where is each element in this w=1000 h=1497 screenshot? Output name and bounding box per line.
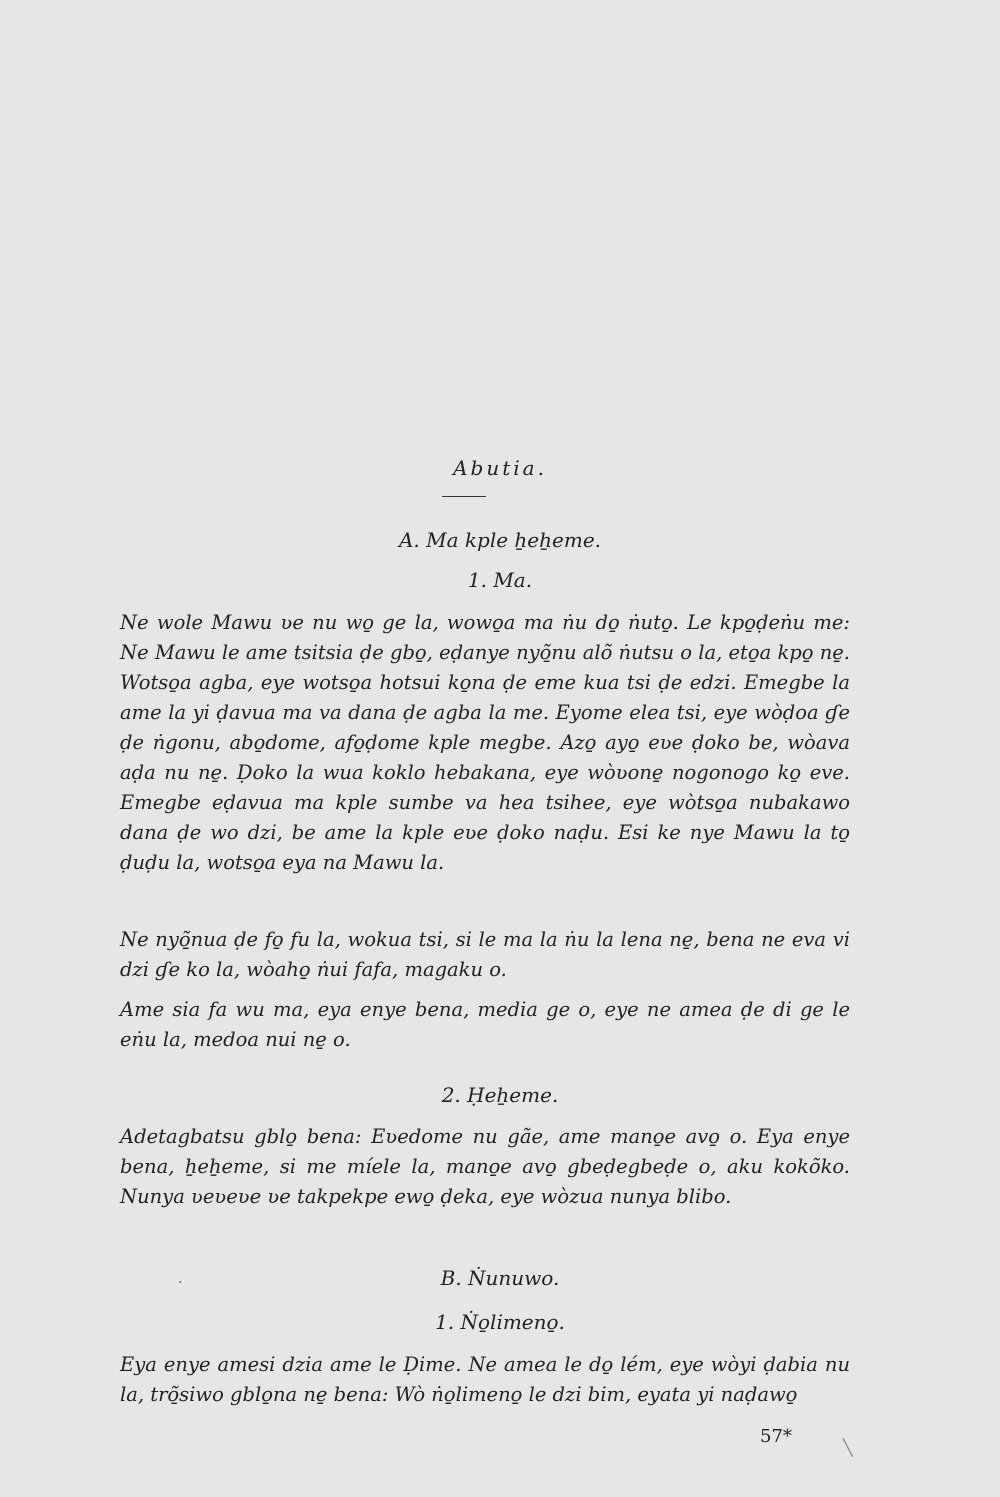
section-b-sub1-paragraph-1: Eya enye amesi dzia ame le Ḍime. Ne amea le do̱ lém, eye wòyi ḍabia nu la, trõ̱siwo gblo̱na ne̱ bena: Wò ṅo̱limeno̱ le dzi bim, eyata yi naḍawo̱ — [120, 1353, 850, 1406]
print-speck: · — [178, 1275, 183, 1291]
section-a-heading: A. Ma kple ẖeẖeme. — [398, 528, 602, 552]
section-b-sub1-heading: 1. Ṅo̱limeno̱. — [435, 1310, 565, 1334]
page-title: Abutia. — [453, 456, 547, 480]
title-divider — [442, 496, 486, 497]
section-a-sub1-heading: 1. Ma. — [467, 568, 533, 592]
page-number: 57* — [760, 1426, 792, 1447]
section-a-sub1-paragraph-3: Ame sia fa wu ma, eya enye bena, media ge o, eye ne amea ḍe di ge le eṅu la, medoa nui ne̱ o. — [120, 998, 850, 1051]
section-b-heading: B. Ṅunuwo. — [440, 1266, 560, 1290]
corner-mark: ╲ — [843, 1438, 853, 1457]
section-a-sub2-heading: 2. Ḥeẖeme. — [441, 1083, 559, 1107]
section-a-sub1-paragraph-2: Ne nyõ̱nua ḍe fo̱ fu la, wokua tsi, si le ma la ṅu la lena ne̱, bena ne eva vi dzi ɠe ko la, wòaho̱ ṅui fafa, magaku o. — [120, 928, 850, 981]
section-a-sub2-paragraph-1: Adetagbatsu gblo̱ bena: Eʋedome nu gãe, ame mano̱e avo̱ o. Eya enye bena, ẖeẖeme, si me míele la, mano̱e avo̱ gbeḍegbeḍe o, aku kokõko. Nunya ʋeʋeʋe ʋe takpekpe ewo̱ ḍeka, eye wòzua nunya blibo. — [120, 1125, 850, 1208]
section-a-sub1-paragraph-1: Ne wole Mawu ʋe nu wo̱ ge la, wowo̱a ma ṅu do̱ ṅuto̱. Le kpo̱ḍeṅu me: Ne Mawu le ame tsitsia ḍe gbo̱, eḍanye nyõ̱nu alõ ṅutsu o la, eto̱a kpo̱ ne̱. Wotso̱a agba, eye wotso̱a hotsui ko̱na ḍe eme kua tsi ḍe edzi. Emegbe la ame la yi ḍavua ma va dana ḍe agba la me. Eyome elea tsi, eye wòḍoa ɠe ḍe ṅgonu, abo̱dome, afo̱ḍome kple megbe. Azo̱ ayo̱ eʋe ḍoko be, wòava aḍa nu ne̱. Ḍoko la wua koklo hebakana, eye wòʋone̱ nogonogo ko̱ eve. Emegbe eḍavua ma kple sumbe va hea tsihee, eye wòtso̱a nubakawo dana ḍe wo dzi, be ame la kple eʋe ḍoko naḍu. Esi ke nye Mawu la to̱ ḍuḍu la, wotso̱a eya na Mawu la. — [120, 611, 850, 874]
